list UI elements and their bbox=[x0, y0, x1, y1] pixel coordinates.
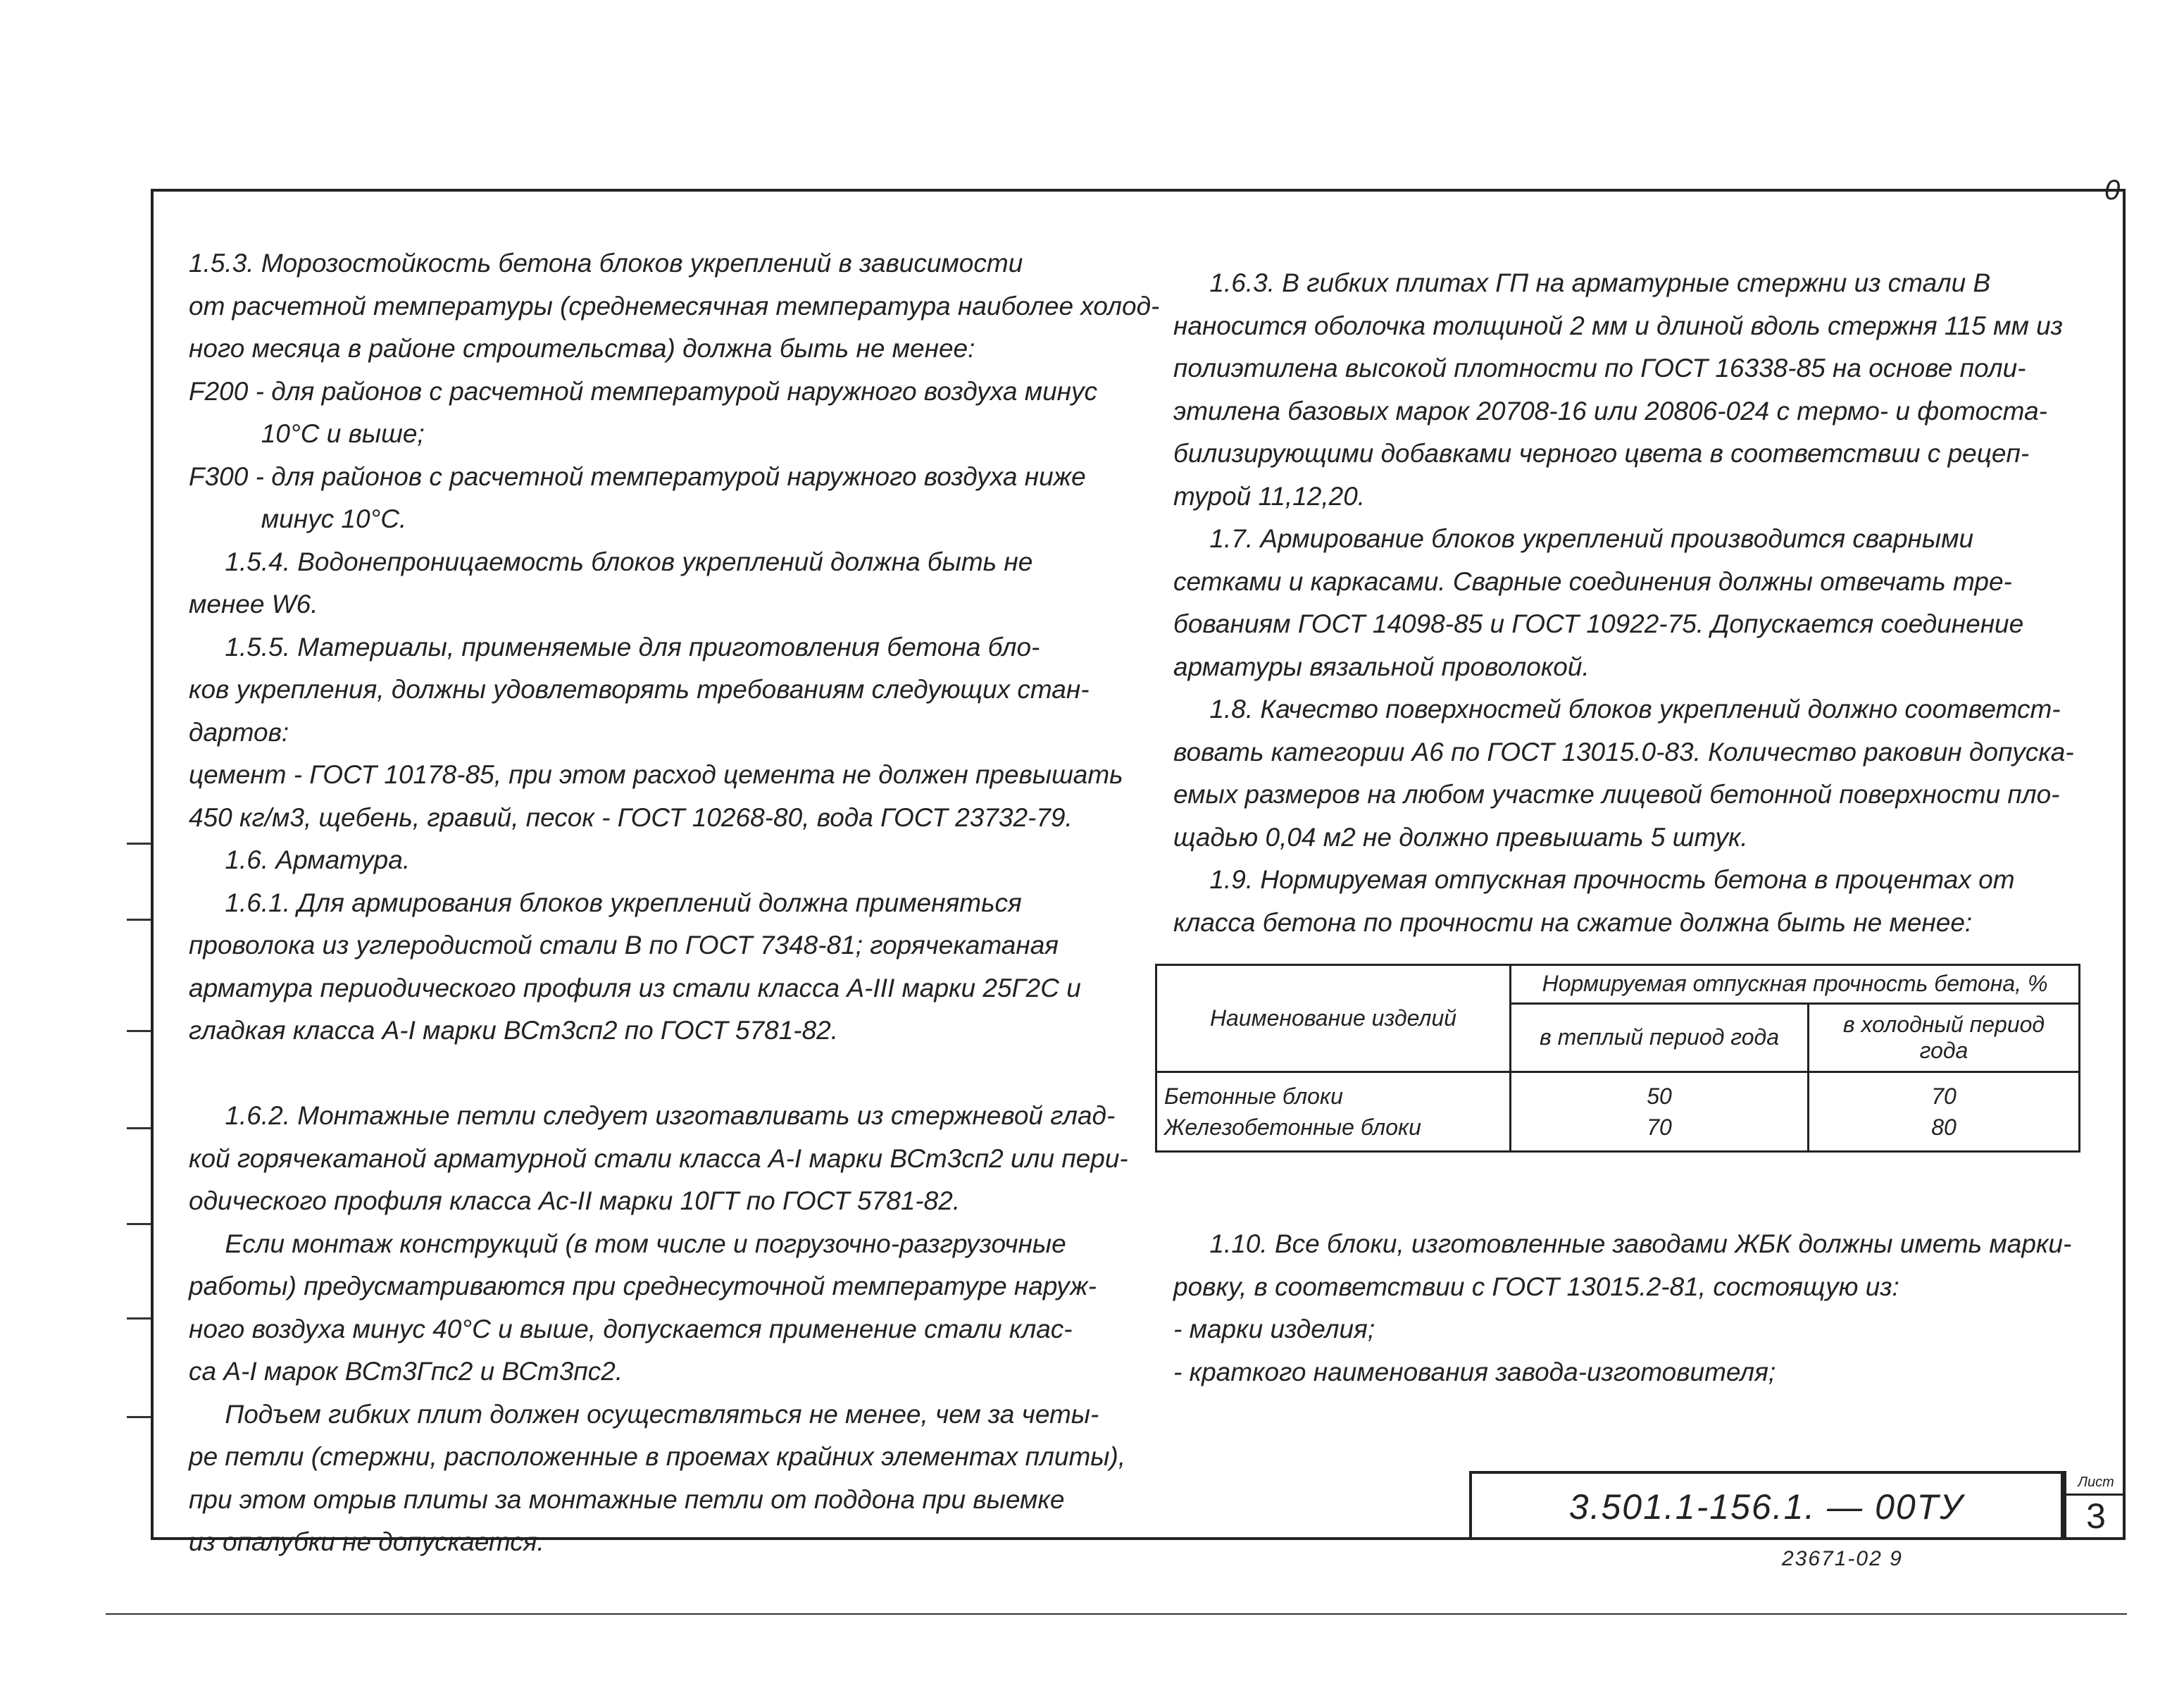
text-line: бованиям ГОСТ 14098-85 и ГОСТ 10922-75. Допускается соединение bbox=[1173, 609, 2024, 638]
text-line: сетками и каркасами. Сварные соединения должны отвечать тре- bbox=[1173, 566, 2012, 596]
text-line: 1.9. Нормируемая отпускная прочность бетона в процентах от bbox=[1173, 865, 2015, 894]
text-line: гладкая класса А-I марки ВСт3сп2 по ГОСТ 5781-82. bbox=[189, 1016, 839, 1045]
margin-tick bbox=[127, 1030, 151, 1032]
text-line: работы) предусматриваются при среднесуточной температуре наруж- bbox=[189, 1272, 1097, 1300]
text-line: ков укрепления, должны удовлетворять требованиям следующих стан- bbox=[189, 675, 1090, 704]
text-line: - марки изделия; bbox=[1173, 1315, 1375, 1343]
text-line: 1.5.5. Материалы, применяемые для приготовления бетона бло- bbox=[189, 632, 1040, 662]
text-line: са А-I марок ВСт3Гпс2 и ВСт3пс2. bbox=[189, 1357, 623, 1386]
text-line: ре петли (стержни, расположенные в проемах крайних элементах плиты), bbox=[189, 1442, 1126, 1471]
row-names bbox=[1156, 1072, 1511, 1151]
sheet-number: 3 bbox=[2086, 1496, 2106, 1536]
header-item-name: Наименование изделий bbox=[1156, 965, 1511, 1072]
footer-code: 23671-02 9 bbox=[1782, 1547, 1903, 1570]
text-line: ровку, в соответствии с ГОСТ 13015.2-81, состоящую из: bbox=[1173, 1272, 1899, 1301]
row-cold-values bbox=[1809, 1072, 2080, 1151]
text-line: от расчетной температуры (среднемесячная температура наиболее холод- bbox=[189, 291, 1160, 321]
right-text-column bbox=[1173, 262, 2089, 944]
text-line bbox=[189, 1053, 1097, 1095]
text-line: дартов: bbox=[189, 717, 289, 747]
text-line: щадью 0,04 м2 не должно превышать 5 штук. bbox=[1173, 822, 1748, 852]
corner-number: 0 bbox=[2104, 175, 2121, 206]
text-line: - краткого наименования завода-изготовителя; bbox=[1173, 1357, 1776, 1386]
header-cold-period: в холодный период года bbox=[1809, 1003, 2080, 1072]
text-line: 1.6.1. Для армирования блоков укреплений должна применяться bbox=[189, 888, 1022, 917]
text-line: одического профиля класса Ас-II марки 10ГТ по ГОСТ 5781-82. bbox=[189, 1186, 961, 1215]
text-line: Подъем гибких плит должен осуществляться не менее, чем за четы- bbox=[189, 1399, 1099, 1429]
margin-tick bbox=[127, 1317, 151, 1320]
row-warm-values bbox=[1511, 1072, 1809, 1151]
text-line: этилена базовых марок 20708-16 или 20806-024 с термо- и фотоста- bbox=[1173, 396, 2047, 426]
sheet-label: Лист bbox=[2066, 1472, 2126, 1496]
text-line: 1.5.4. Водонепроницаемость блоков укреплений должна быть не bbox=[189, 547, 1033, 576]
text-line: проволока из углеродистой стали В по ГОСТ 7348-81; горячекатаная bbox=[189, 931, 1059, 960]
table-header-row bbox=[1156, 965, 2080, 1004]
table-row bbox=[1156, 1072, 2080, 1151]
text-line: 1.6.2. Монтажные петли следует изготавливать из стержневой глад- bbox=[189, 1101, 1116, 1130]
text-line: 10°С и выше; bbox=[189, 419, 425, 448]
text-line: вовать категории А6 по ГОСТ 13015.0-83. Количество раковин допуска- bbox=[1173, 737, 2074, 766]
text-line: ного месяца в районе строительства) должна быть не менее: bbox=[189, 334, 975, 363]
text-line: при этом отрыв плиты за монтажные петли от поддона при выемке bbox=[189, 1484, 1065, 1514]
text-line: класса бетона по прочности на сжатие должна быть не менее: bbox=[1173, 907, 1973, 937]
text-line: билизирующими добавками черного цвета в соответствии с рецеп- bbox=[1173, 439, 2030, 468]
text-line: F200 - для районов с расчетной температурой наружного воздуха минус bbox=[189, 376, 1098, 406]
header-warm-period: в теплый период года bbox=[1511, 1003, 1809, 1072]
bottom-rule bbox=[106, 1613, 2127, 1615]
text-line: емых размеров на любом участке лицевой бетонной поверхности пло- bbox=[1173, 780, 2060, 809]
text-line: минус 10°С. bbox=[189, 504, 407, 533]
margin-tick bbox=[127, 1223, 151, 1225]
cold-value: 80 bbox=[1931, 1114, 1957, 1140]
margin-tick bbox=[127, 1127, 151, 1129]
text-line: 1.5.3. Морозостойкость бетона блоков укреплений в зависимости bbox=[189, 249, 1023, 278]
margin-tick bbox=[127, 919, 151, 921]
text-line: 1.10. Все блоки, изготовленные заводами ЖБК должны иметь марки- bbox=[1173, 1229, 2072, 1258]
text-line: F300 - для районов с расчетной температурой наружного воздуха ниже bbox=[189, 461, 1086, 491]
warm-value: 70 bbox=[1647, 1114, 1672, 1140]
doc-number: 3.501.1-156.1. — 00ТУ bbox=[1568, 1487, 1964, 1527]
text-line: менее W6. bbox=[189, 590, 318, 619]
text-line: полиэтилена высокой плотности по ГОСТ 16338-85 на основе поли- bbox=[1173, 354, 2026, 383]
text-line: цемент - ГОСТ 10178-85, при этом расход цемента не должен превышать bbox=[189, 760, 1123, 789]
text-line: 1.8. Качество поверхностей блоков укреплений должно соответст- bbox=[1173, 695, 2061, 724]
text-line: турой 11,12,20. bbox=[1173, 481, 1366, 511]
cold-value: 70 bbox=[1931, 1083, 1957, 1109]
text-line: кой горячекатаной арматурной стали класса А-I марки ВСт3сп2 или пери- bbox=[189, 1143, 1128, 1173]
item-name: Бетонные блоки bbox=[1164, 1083, 1343, 1109]
text-line: арматура периодического профиля из стали класса А-III марки 25Г2С и bbox=[189, 973, 1081, 1002]
sheet-box bbox=[2064, 1471, 2126, 1540]
text-line: наносится оболочка толщиной 2 мм и длиной вдоль стержня 115 мм из bbox=[1173, 311, 2063, 340]
text-line: Если монтаж конструкций (в том числе и погрузочно-разгрузочные bbox=[189, 1229, 1066, 1258]
text-line: из опалубки не допускается. bbox=[189, 1527, 544, 1556]
margin-tick bbox=[127, 1416, 151, 1418]
strength-table bbox=[1155, 964, 2080, 1153]
text-line: 1.6.3. В гибких плитах ГП на арматурные стержни из стали В bbox=[1173, 268, 1991, 297]
item-name: Железобетонные блоки bbox=[1164, 1114, 1421, 1140]
text-line: 1.7. Армирование блоков укреплений производится сварными bbox=[1173, 524, 1974, 553]
text-line: арматуры вязальной проволокой. bbox=[1173, 652, 1590, 681]
warm-value: 50 bbox=[1647, 1083, 1672, 1109]
header-strength: Нормируемая отпускная прочность бетона, % bbox=[1511, 965, 2080, 1004]
text-line: 1.6. Арматура. bbox=[189, 845, 411, 874]
text-line: ного воздуха минус 40°С и выше, допускается применение стали клас- bbox=[189, 1314, 1073, 1343]
right-text-bottom bbox=[1173, 1223, 2089, 1393]
doc-number-box bbox=[1469, 1471, 2064, 1540]
left-text-column bbox=[189, 242, 1160, 1564]
text-line: 450 кг/м3, щебень, гравий, песок - ГОСТ 10268-80, вода ГОСТ 23732-79. bbox=[189, 802, 1073, 832]
margin-tick bbox=[127, 843, 151, 845]
